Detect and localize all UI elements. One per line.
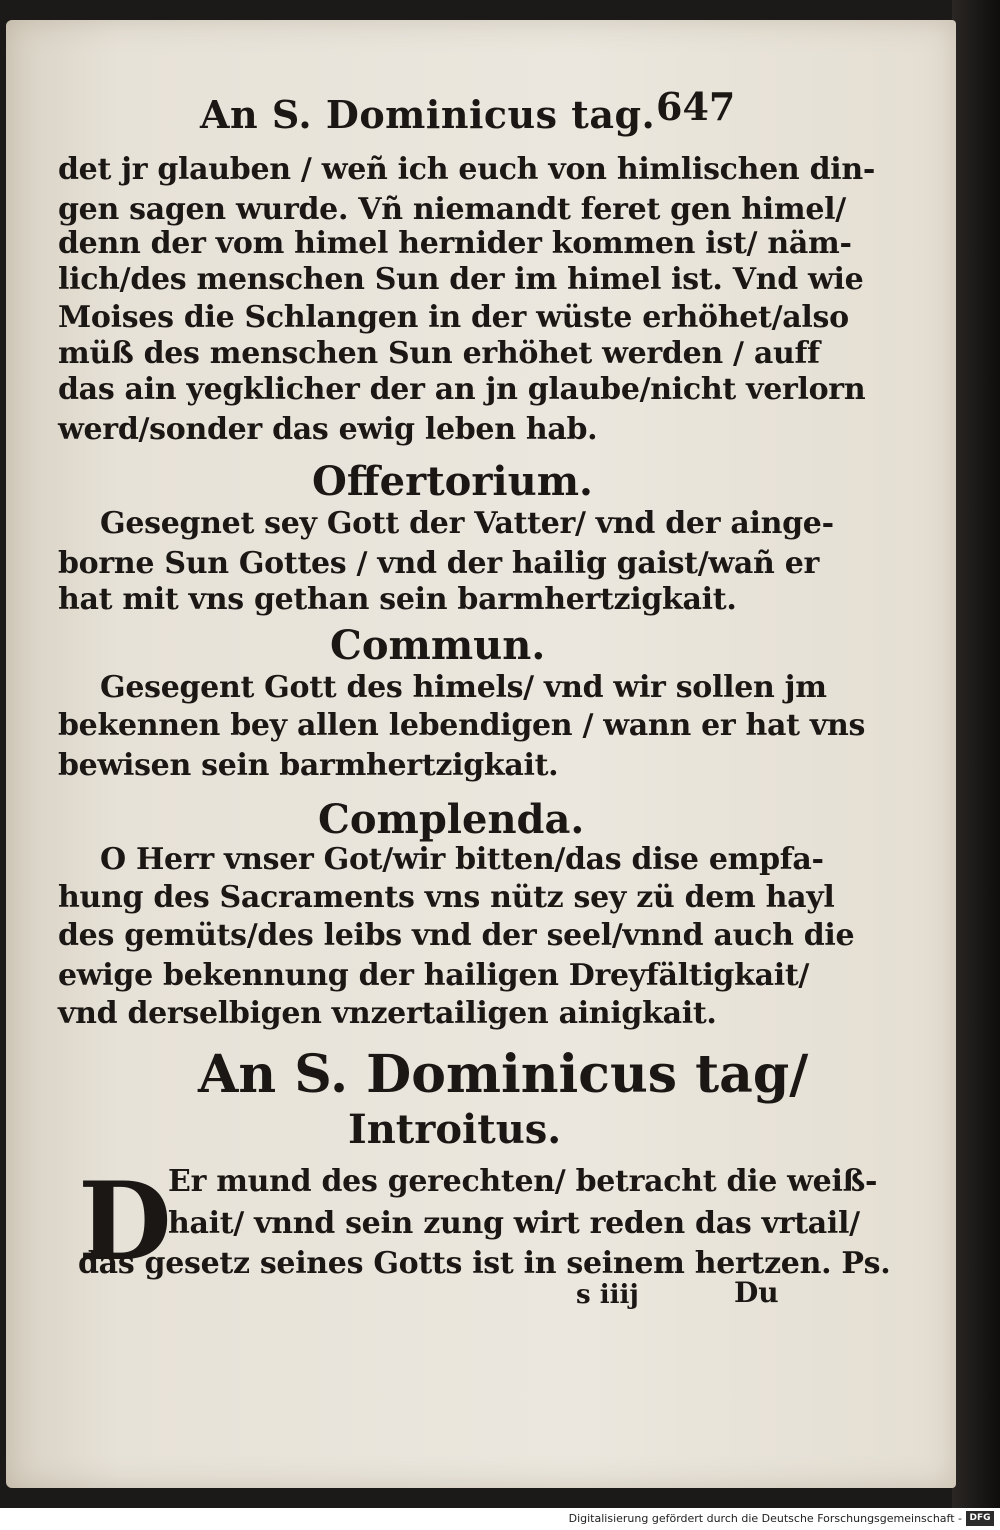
gospel-line-1: det jr glauben / weñ ich euch von himlischen din- [58,152,876,187]
catchword: Du [734,1276,779,1309]
introitus-line-3: das gesetz seines Gotts ist in seinem hertzen. Ps. [78,1246,891,1281]
dfg-logo: DFG [966,1511,994,1526]
offertorium-line-1: Gesegnet sey Gott der Vatter/ vnd der ainge- [100,506,834,541]
gospel-line-6: müß des menschen Sun erhöhet werden / auff [58,336,820,371]
feast-heading: An S. Dominicus tag/ [198,1044,809,1105]
signature-mark: s iiij [576,1280,639,1310]
gospel-line-3: denn der vom himel hernider kommen ist/ näm- [58,226,852,261]
complenda-heading: Complenda. [318,796,585,843]
gospel-line-8: werd/sonder das ewig leben hab. [58,412,598,447]
running-head: An S. Dominicus tag. [200,92,656,137]
drop-cap: D [78,1159,172,1285]
offertorium-heading: Offertorium. [312,458,593,505]
page-number: 647 [656,84,736,129]
gospel-line-7: das ain yegklicher der an jn glaube/nicht verlorn [58,372,866,407]
commun-line-3: bewisen sein barmhertzigkait. [58,748,559,783]
introitus-line-1: Er mund des gerechten/ betracht die weiß- [168,1164,878,1199]
commun-line-1: Gesegent Gott des himels/ vnd wir sollen jm [100,670,827,705]
page-edge-shadow [952,0,1000,1508]
gospel-line-5: Moises die Schlangen in der wüste erhöhet/also [58,300,849,335]
dfg-credit: Digitalisierung gefördert durch die Deutsche Forschungsgemeinschaft - [568,1512,962,1525]
introitus-heading: Introitus. [348,1106,562,1153]
gospel-line-4: lich/des menschen Sun der im himel ist. Vnd wie [58,262,864,297]
offertorium-line-2: borne Sun Gottes / vnd der hailig gaist/wañ er [58,546,820,581]
complenda-line-2: hung des Sacraments vns nütz sey zü dem hayl [58,880,835,915]
gospel-line-2: gen sagen wurde. Vñ niemandt feret gen himel/ [58,192,846,227]
introitus-line-2: hait/ vnnd sein zung wirt reden das vrtail/ [168,1206,860,1241]
complenda-line-5: vnd derselbigen vnzertailigen ainigkait. [58,996,717,1031]
complenda-line-1: O Herr vnser Got/wir bitten/das dise empfa- [100,842,824,877]
complenda-line-4: ewige bekennung der hailigen Dreyfältigkait/ [58,958,810,993]
commun-line-2: bekennen bey allen lebendigen / wann er hat vns [58,708,866,743]
offertorium-line-3: hat mit vns gethan sein barmhertzigkait. [58,582,737,617]
commun-heading: Commun. [330,622,546,669]
complenda-line-3: des gemüts/des leibs vnd der seel/vnnd auch die [58,918,855,953]
